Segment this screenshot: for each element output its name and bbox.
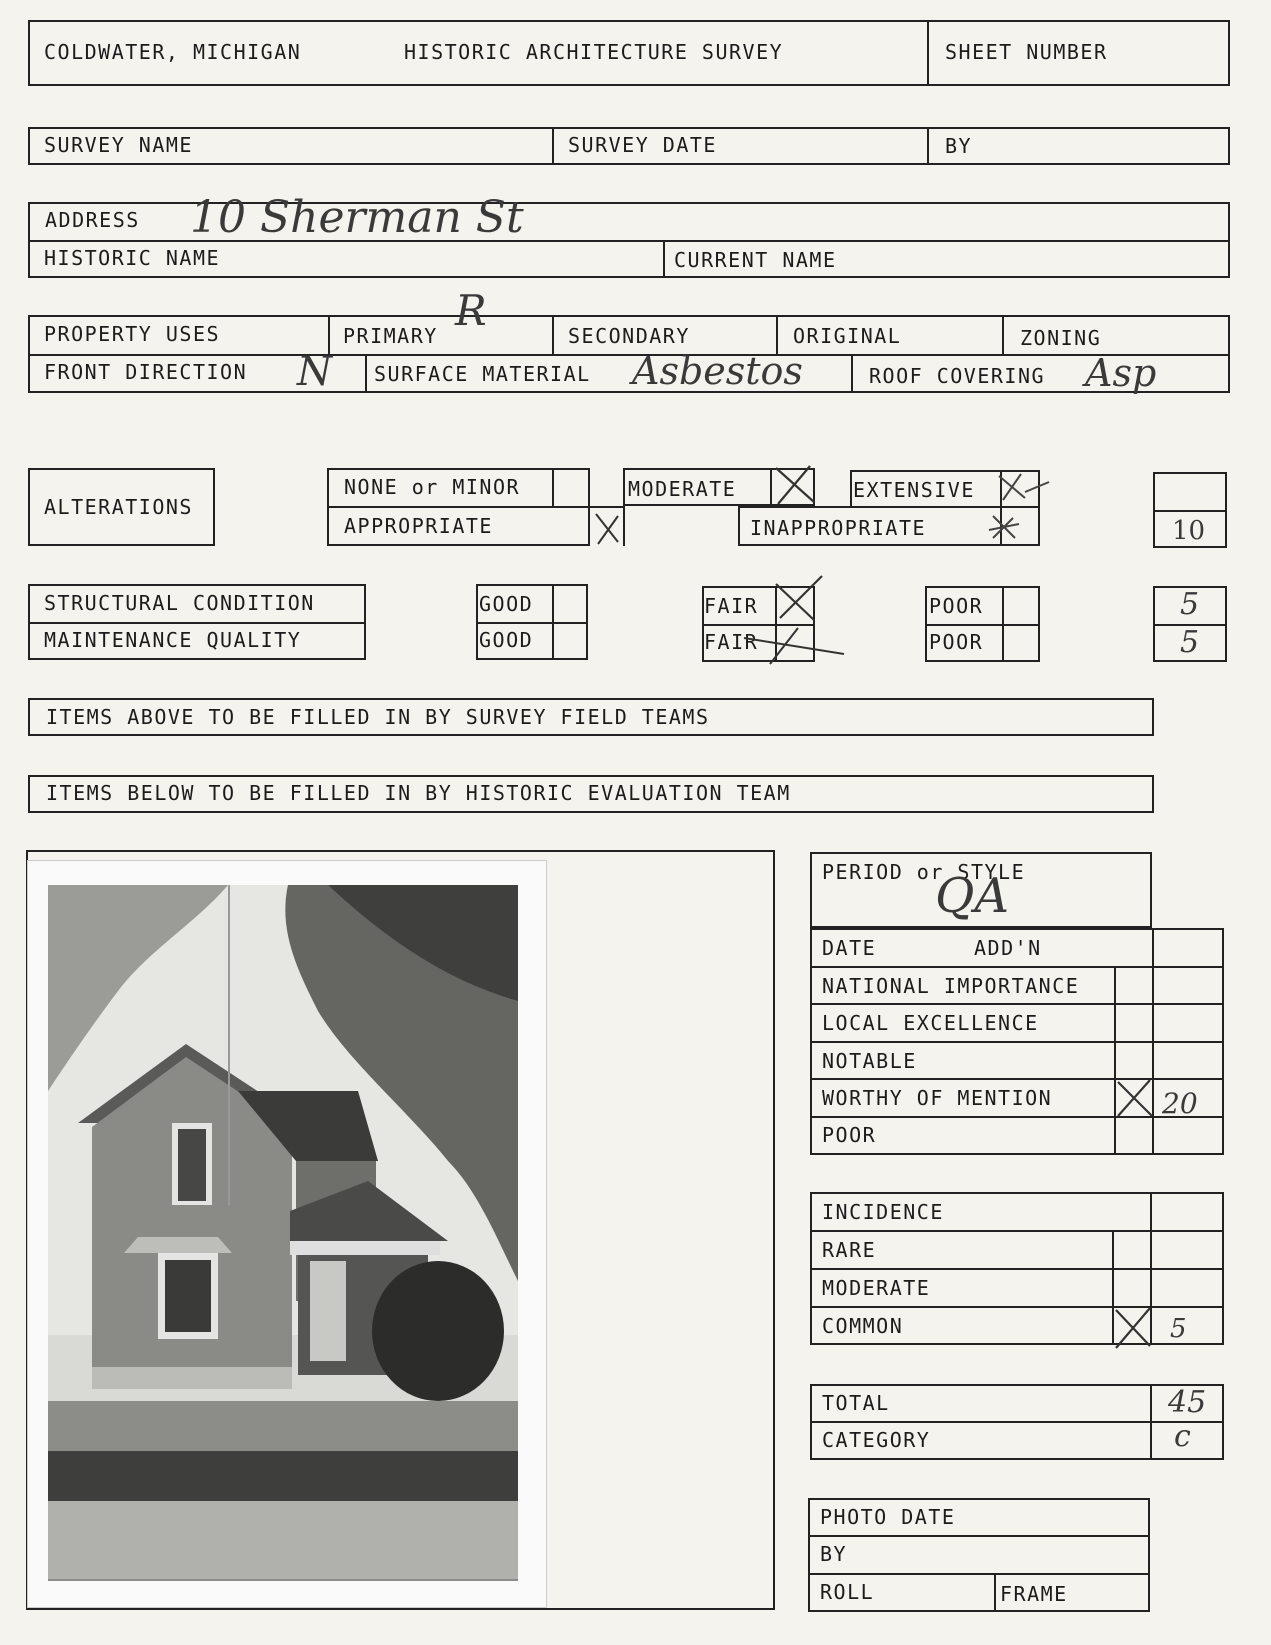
surface-material-label: SURFACE MATERIAL <box>374 362 591 386</box>
secondary-label: SECONDARY <box>568 324 690 348</box>
maintenance-fair-check-mark <box>740 624 850 668</box>
category-value: c <box>1174 1419 1191 1454</box>
worthy-score: 20 <box>1162 1087 1198 1120</box>
none-minor-checkbox-divider <box>552 468 554 506</box>
property-divider-6 <box>851 354 853 393</box>
primary-value: R <box>455 286 487 335</box>
national-importance-label: NATIONAL IMPORTANCE <box>822 974 1080 998</box>
appropriate-label: APPROPRIATE <box>344 514 493 538</box>
appropriate-check-mark <box>590 508 626 548</box>
incidence-moderate-label: MODERATE <box>822 1276 931 1300</box>
common-score: 5 <box>1170 1314 1187 1344</box>
photo-info-row-1 <box>808 1535 1150 1537</box>
good-checkbox-divider <box>552 584 554 660</box>
poor-checkbox-divider <box>1002 586 1004 662</box>
roof-covering-value: Asp <box>1085 351 1157 395</box>
original-label: ORIGINAL <box>793 324 902 348</box>
name-divider <box>663 240 665 278</box>
property-divider-5 <box>365 354 367 393</box>
surface-material-value: Asbestos <box>632 349 803 393</box>
address-label: ADDRESS <box>45 208 140 232</box>
survey-name-label: SURVEY NAME <box>44 133 193 157</box>
survey-divider-1 <box>552 127 554 165</box>
none-minor-label: NONE or MINOR <box>344 475 521 499</box>
address-value: 10 Sherman St <box>190 192 524 243</box>
survey-divider-2 <box>927 127 929 165</box>
local-excellence-label: LOCAL EXCELLENCE <box>822 1011 1039 1035</box>
survey-date-label: SURVEY DATE <box>568 133 717 157</box>
maintenance-score: 5 <box>1180 625 1200 660</box>
alterations-score-divider <box>1153 510 1227 512</box>
alterations-score: 10 <box>1172 516 1206 546</box>
frame-label: FRAME <box>1000 1582 1068 1606</box>
maintenance-good-label: GOOD <box>479 628 534 652</box>
alterations-left-divider <box>327 506 623 508</box>
totals-col-divider <box>1150 1384 1152 1460</box>
incidence-row-2 <box>810 1268 1224 1270</box>
notable-label: NOTABLE <box>822 1049 917 1073</box>
current-name-label: CURRENT NAME <box>674 248 837 272</box>
extensive-scribble-mark <box>995 470 1055 510</box>
zoning-label: ZONING <box>1020 326 1102 350</box>
house-photograph <box>27 860 547 1608</box>
addn-label: ADD'N <box>974 936 1042 960</box>
condition-label-divider <box>28 622 366 624</box>
alterations-label: ALTERATIONS <box>44 495 193 519</box>
primary-label: PRIMARY <box>343 324 438 348</box>
incidence-row-3 <box>810 1306 1224 1308</box>
eval-poor-label: POOR <box>822 1123 877 1147</box>
extensive-label: EXTENSIVE <box>853 478 975 502</box>
city-label: COLDWATER, MICHIGAN <box>44 40 302 64</box>
front-direction-value: N <box>297 349 332 395</box>
eval-row-4 <box>810 1078 1224 1080</box>
inappropriate-label: INAPPROPRIATE <box>750 516 927 540</box>
category-label: CATEGORY <box>822 1428 931 1452</box>
field-teams-note: ITEMS ABOVE TO BE FILLED IN BY SURVEY FIELD TEAMS <box>46 705 710 729</box>
survey-by-label: BY <box>945 134 973 158</box>
property-row-divider <box>28 354 1230 356</box>
maintenance-quality-label: MAINTENANCE QUALITY <box>44 628 302 652</box>
house-image <box>28 861 546 1607</box>
structural-condition-label: STRUCTURAL CONDITION <box>44 591 315 615</box>
maintenance-fair-label: FAIR <box>704 630 759 654</box>
incidence-row-1 <box>810 1230 1224 1232</box>
structural-fair-label: FAIR <box>704 594 759 618</box>
eval-row-1 <box>810 966 1224 968</box>
sheet-number-label: SHEET NUMBER <box>945 40 1108 64</box>
header-divider <box>927 20 929 86</box>
structural-good-label: GOOD <box>479 592 534 616</box>
totals-row-divider <box>810 1421 1224 1423</box>
maintenance-poor-label: POOR <box>929 630 984 654</box>
worthy-check-mark <box>1112 1076 1158 1122</box>
common-check-mark <box>1110 1304 1156 1352</box>
total-value: 45 <box>1168 1385 1207 1420</box>
moderate-check-mark <box>770 464 820 506</box>
structural-fair-check-mark <box>770 572 830 624</box>
roll-label: ROLL <box>820 1580 875 1604</box>
poor-box-divider <box>925 624 1040 626</box>
moderate-label: MODERATE <box>628 477 737 501</box>
total-label: TOTAL <box>822 1391 890 1415</box>
good-box-divider <box>476 622 588 624</box>
property-uses-label: PROPERTY USES <box>44 322 221 346</box>
roof-covering-label: ROOF COVERING <box>869 364 1046 388</box>
structural-score: 5 <box>1180 587 1200 622</box>
evaluation-team-note: ITEMS BELOW TO BE FILLED IN BY HISTORIC EVALUATION TEAM <box>46 781 791 805</box>
roll-frame-divider <box>994 1573 996 1612</box>
incidence-label: INCIDENCE <box>822 1200 944 1224</box>
photo-by-label: BY <box>820 1542 848 1566</box>
property-divider-2 <box>552 315 554 354</box>
worthy-of-mention-label: WORTHY OF MENTION <box>822 1086 1053 1110</box>
common-label: COMMON <box>822 1314 904 1338</box>
eval-row-2 <box>810 1003 1224 1005</box>
eval-row-3 <box>810 1041 1224 1043</box>
front-direction-label: FRONT DIRECTION <box>44 360 248 384</box>
survey-title: HISTORIC ARCHITECTURE SURVEY <box>404 40 784 64</box>
period-style-value: QA <box>935 868 1010 924</box>
photo-info-row-2 <box>808 1573 1150 1575</box>
inappropriate-scribble-mark <box>985 508 1025 548</box>
historic-name-label: HISTORIC NAME <box>44 246 221 270</box>
date-label: DATE <box>822 936 877 960</box>
rare-label: RARE <box>822 1238 877 1262</box>
period-style-label: PERIOD or STYLE <box>822 860 1026 884</box>
property-divider-4 <box>1002 315 1004 354</box>
photo-date-label: PHOTO DATE <box>820 1505 956 1529</box>
structural-poor-label: POOR <box>929 594 984 618</box>
eval-col-2 <box>1114 966 1116 1155</box>
